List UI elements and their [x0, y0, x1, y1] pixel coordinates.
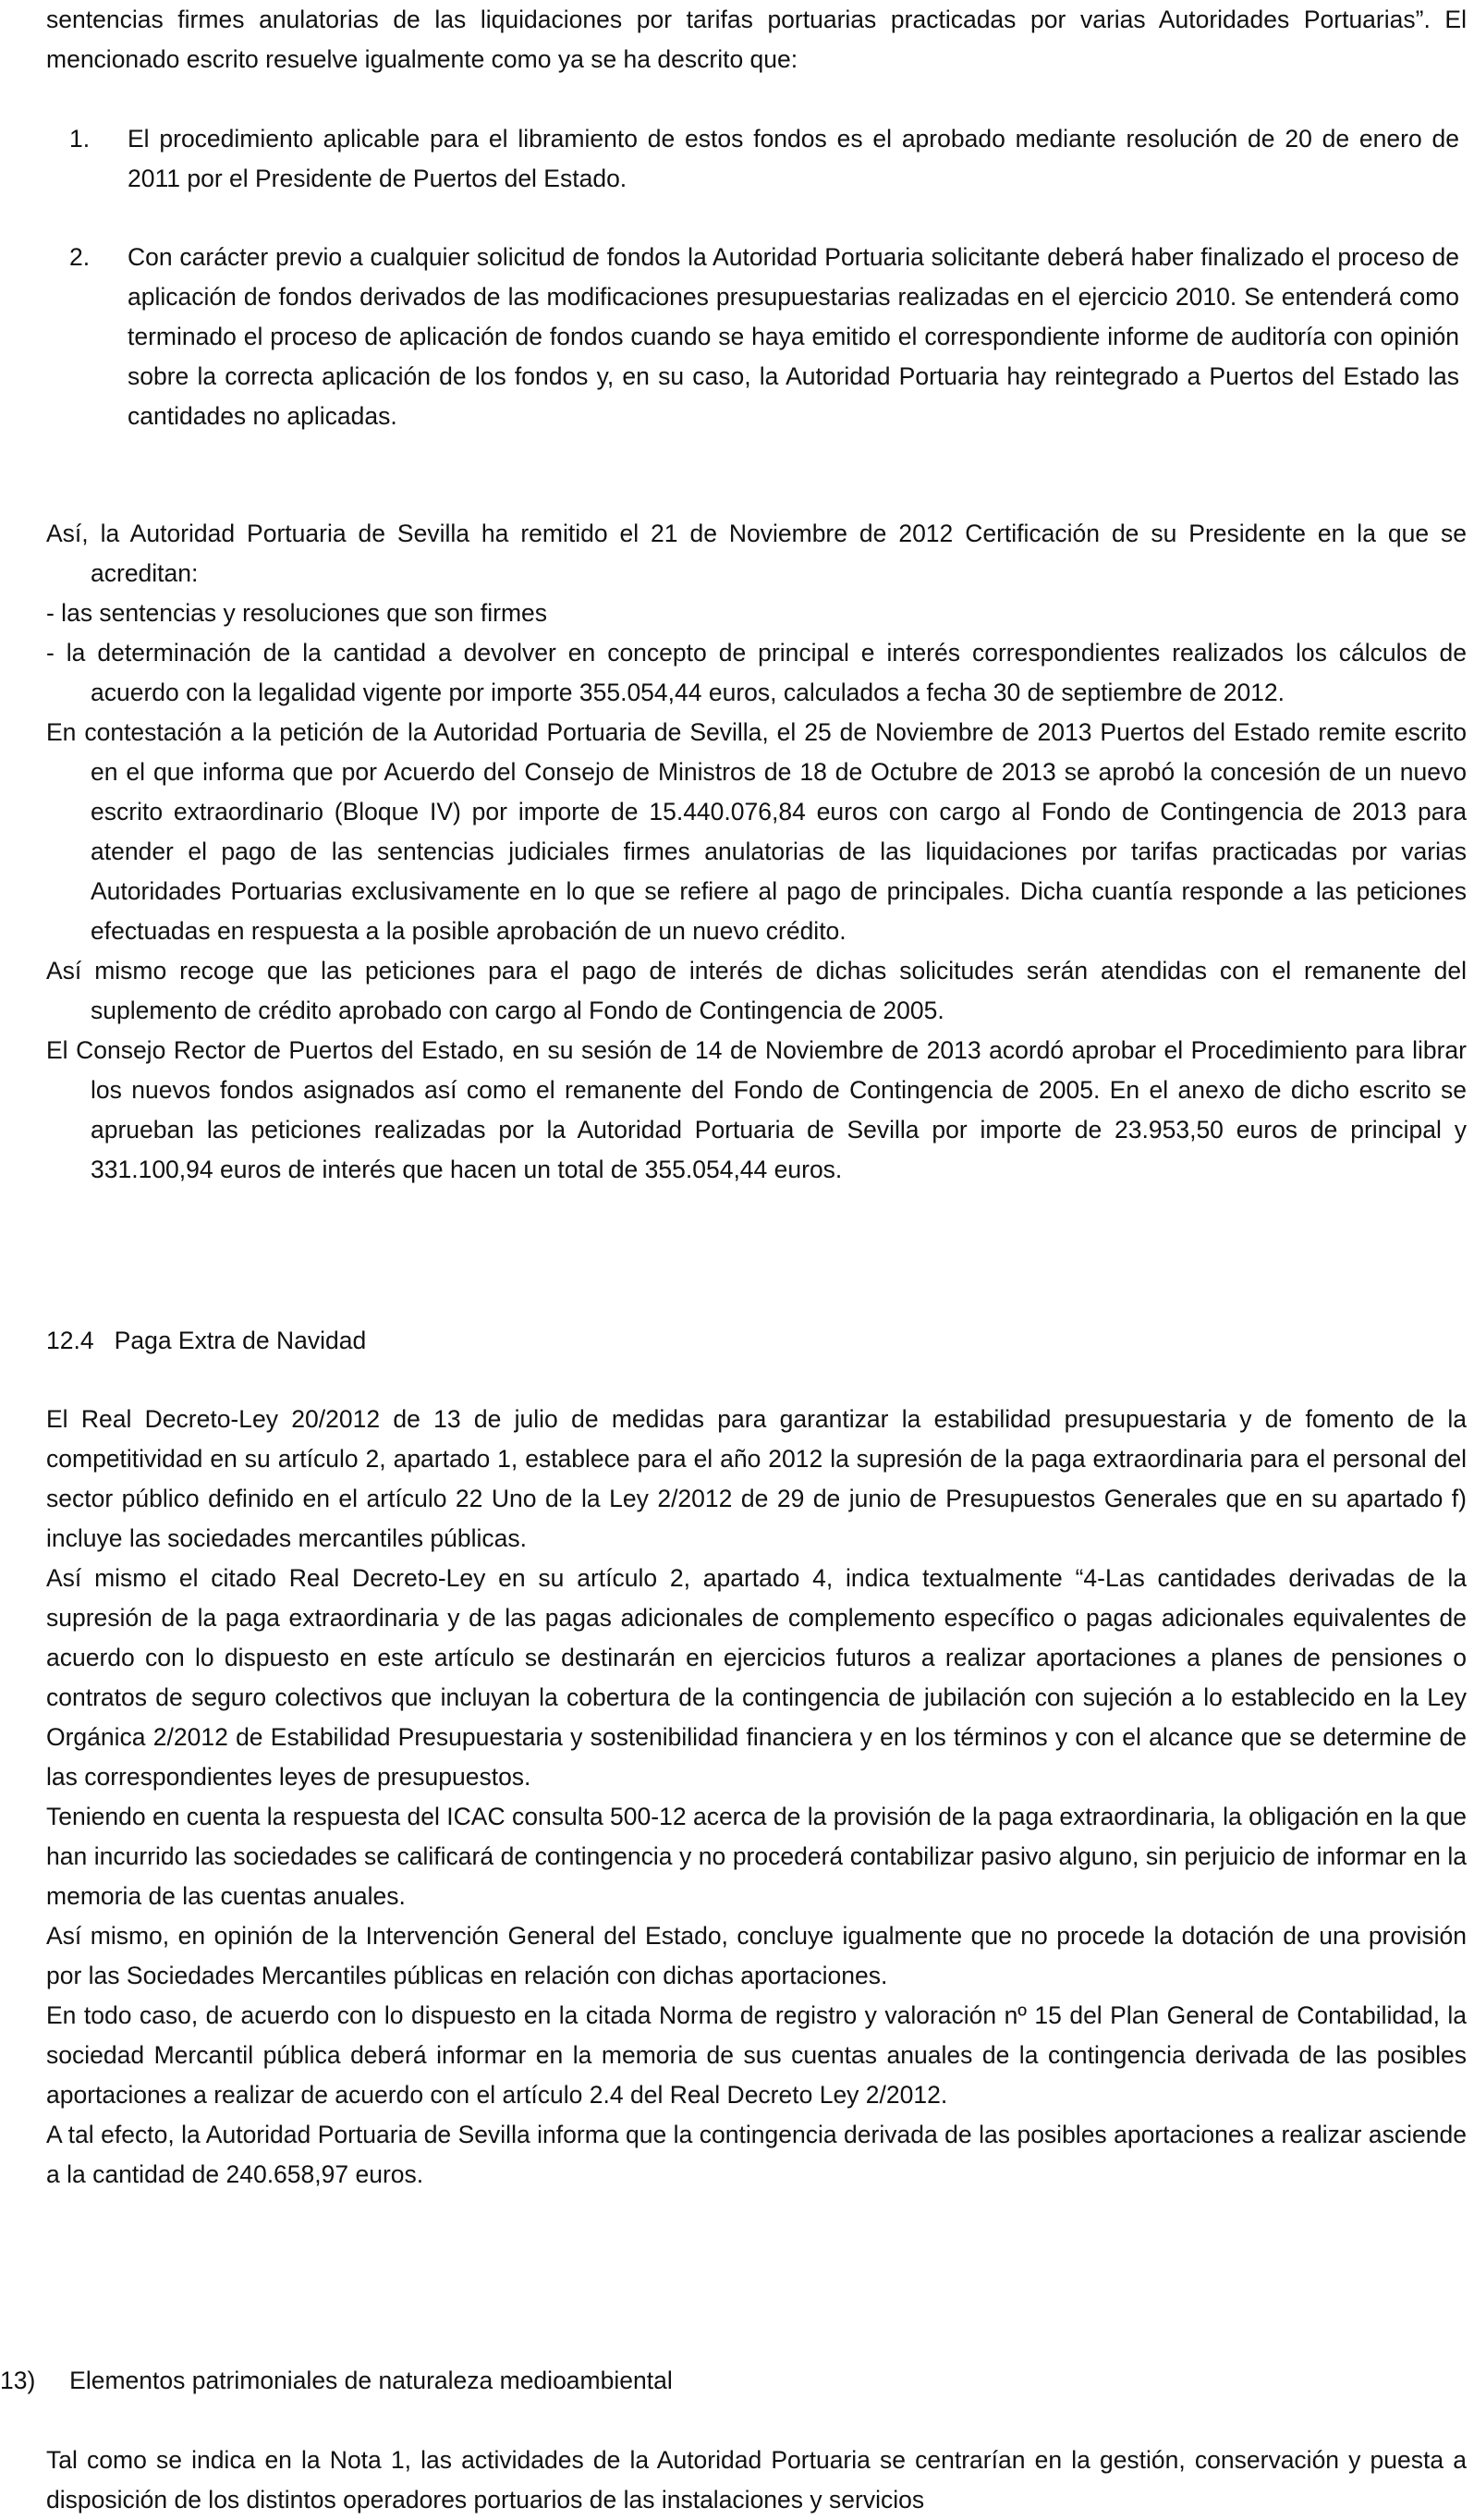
list-item-number: 2.	[69, 243, 91, 271]
list-item-text: Con carácter previo a cualquier solicitud de fondos la Autoridad Portuaria solicitante deberá haber finalizado el proceso de aplicación de fondos derivados de las modificaciones presupuestarias realizadas en el ejercicio 2010. Se entenderá como terminado el proceso de aplicación de fondos cuando se haya emitido el correspondiente informe de auditoría con opinión sobre la correcta aplicación de los fondos y, en su caso, la Autoridad Portuaria hay reintegrado a Puertos del Estado las cantidades no aplicadas.	[128, 243, 1459, 430]
paragraph: Así mismo el citado Real Decreto-Ley en su artículo 2, apartado 4, indica textualmente “4-Las cantidades derivadas de la supresión de la paga extraordinaria y de las pagas adicionales de complemento específico o pagas adicionales equivalentes de acuerdo con lo dispuesto en este artículo se destinarán en ejercicios futuros a realizar aportaciones a planes de pensiones o contratos de seguro colectivos que incluyan la cobertura de la contingencia de jubilación con sujeción a lo establecido en la Ley Orgánica 2/2012 de Estabilidad Presupuestaria y sostenibilidad financiera y en los términos y con el alcance que se determine de las correspondientes leyes de presupuestos.	[46, 1564, 1467, 1791]
section-title: Paga Extra de Navidad	[114, 1327, 367, 1354]
paragraph: Tal como se indica en la Nota 1, las actividades de la Autoridad Portuaria se centrarían en la gestión, conservación y puesta a disposición de los distintos operadores portuarios de las instalaciones y servicios	[46, 2446, 1467, 2514]
section-12-3-body	[46, 514, 1467, 1190]
paragraph: - la determinación de la cantidad a devolver en concepto de principal e interés correspondientes realizados los cálculos de acuerdo con la legalidad vigente por importe 355.054,44 euros, calculados a fecha 30 de septiembre de 2012.	[46, 639, 1467, 706]
list-item	[0, 119, 1467, 199]
section-number: 12.4	[46, 1327, 94, 1354]
paragraph: En todo caso, de acuerdo con lo dispuesto en la citada Norma de registro y valoración nº 15 del Plan General de Contabilidad, la sociedad Mercantil pública deberá informar en la memoria de sus cuentas anuales de la contingencia derivada de las posibles aportaciones a realizar de acuerdo con el artículo 2.4 del Real Decreto Ley 2/2012.	[46, 2001, 1467, 2109]
paragraph: - las sentencias y resoluciones que son firmes	[46, 599, 548, 627]
paragraph: Teniendo en cuenta la respuesta del ICAC consulta 500-12 acerca de la provisión de la paga extraordinaria, la obligación en la que han incurrido las sociedades se calificará de contingencia y no procederá contabilizar pasivo alguno, sin perjuicio de informar en la memoria de las cuentas anuales.	[46, 1803, 1467, 1910]
section-heading-13	[0, 2361, 673, 2401]
intro-text: sentencias firmes anulatorias de las liquidaciones por tarifas portuarias practicadas por varias Autoridades Portuarias”. El mencionado escrito resuelve igualmente como ya se ha descrito que:	[46, 6, 1467, 73]
section-title: Elementos patrimoniales de naturaleza medioambiental	[69, 2367, 673, 2394]
paragraph: Así mismo, en opinión de la Intervención General del Estado, concluye igualmente que no procede la dotación de una provisión por las Sociedades Mercantiles públicas en relación con dichas aportaciones.	[46, 1922, 1467, 1989]
list-item-text: El procedimiento aplicable para el libramiento de estos fondos es el aprobado mediante resolución de 20 de enero de 2011 por el Presidente de Puertos del Estado.	[128, 125, 1459, 192]
section-number: 13)	[0, 2367, 36, 2394]
paragraph: A tal efecto, la Autoridad Portuaria de Sevilla informa que la contingencia derivada de las posibles aportaciones a realizar asciende a la cantidad de 240.658,97 euros.	[46, 2121, 1467, 2188]
paragraph: En contestación a la petición de la Autoridad Portuaria de Sevilla, el 25 de Noviembre de 2013 Puertos del Estado remite escrito en el que informa que por Acuerdo del Consejo de Ministros de 18 de Octubre de 2013 se aprobó la concesión de un nuevo escrito extraordinario (Bloque IV) por importe de 15.440.076,84 euros con cargo al Fondo de Contingencia de 2013 para atender el pago de las sentencias judiciales firmes anulatorias de las liquidaciones por tarifas practicadas por varias Autoridades Portuarias exclusivamente en lo que se refiere al pago de principales. Dicha cuantía responde a las peticiones efectuadas en respuesta a la posible aprobación de un nuevo crédito.	[46, 718, 1467, 945]
paragraph: El Consejo Rector de Puertos del Estado, en su sesión de 14 de Noviembre de 2013 acordó aprobar el Procedimiento para librar los nuevos fondos asignados así como el remanente del Fondo de Contingencia de 2005. En el anexo de dicho escrito se aprueban las peticiones realizadas por la Autoridad Portuaria de Sevilla por importe de 23.953,50 euros de principal y 331.100,94 euros de interés que hacen un total de 355.054,44 euros.	[46, 1036, 1467, 1183]
section-12-4-body	[46, 1400, 1467, 1797]
list-item-number: 1.	[69, 125, 91, 153]
section-13-body	[46, 2440, 1467, 2520]
list-item	[0, 238, 1467, 436]
intro-paragraph	[46, 0, 1467, 80]
section-12-4-body-continued	[46, 1797, 1467, 2195]
paragraph: Así, la Autoridad Portuaria de Sevilla ha remitido el 21 de Noviembre de 2012 Certificación de su Presidente en la que se acreditan:	[46, 520, 1467, 587]
paragraph: El Real Decreto-Ley 20/2012 de 13 de julio de medidas para garantizar la estabilidad presupuestaria y de fomento de la competitividad en su artículo 2, apartado 1, establece para el año 2012 la supresión de la paga extraordinaria para el personal del sector público definido en el artículo 22 Uno de la Ley 2/2012 de 29 de junio de Presupuestos Generales que en su apartado f) incluye las sociedades mercantiles públicas.	[46, 1405, 1467, 1552]
paragraph: Así mismo recoge que las peticiones para el pago de interés de dichas solicitudes serán atendidas con el remanente del suplemento de crédito aprobado con cargo al Fondo de Contingencia de 2005.	[46, 957, 1467, 1024]
section-heading-12-4	[46, 1321, 366, 1361]
